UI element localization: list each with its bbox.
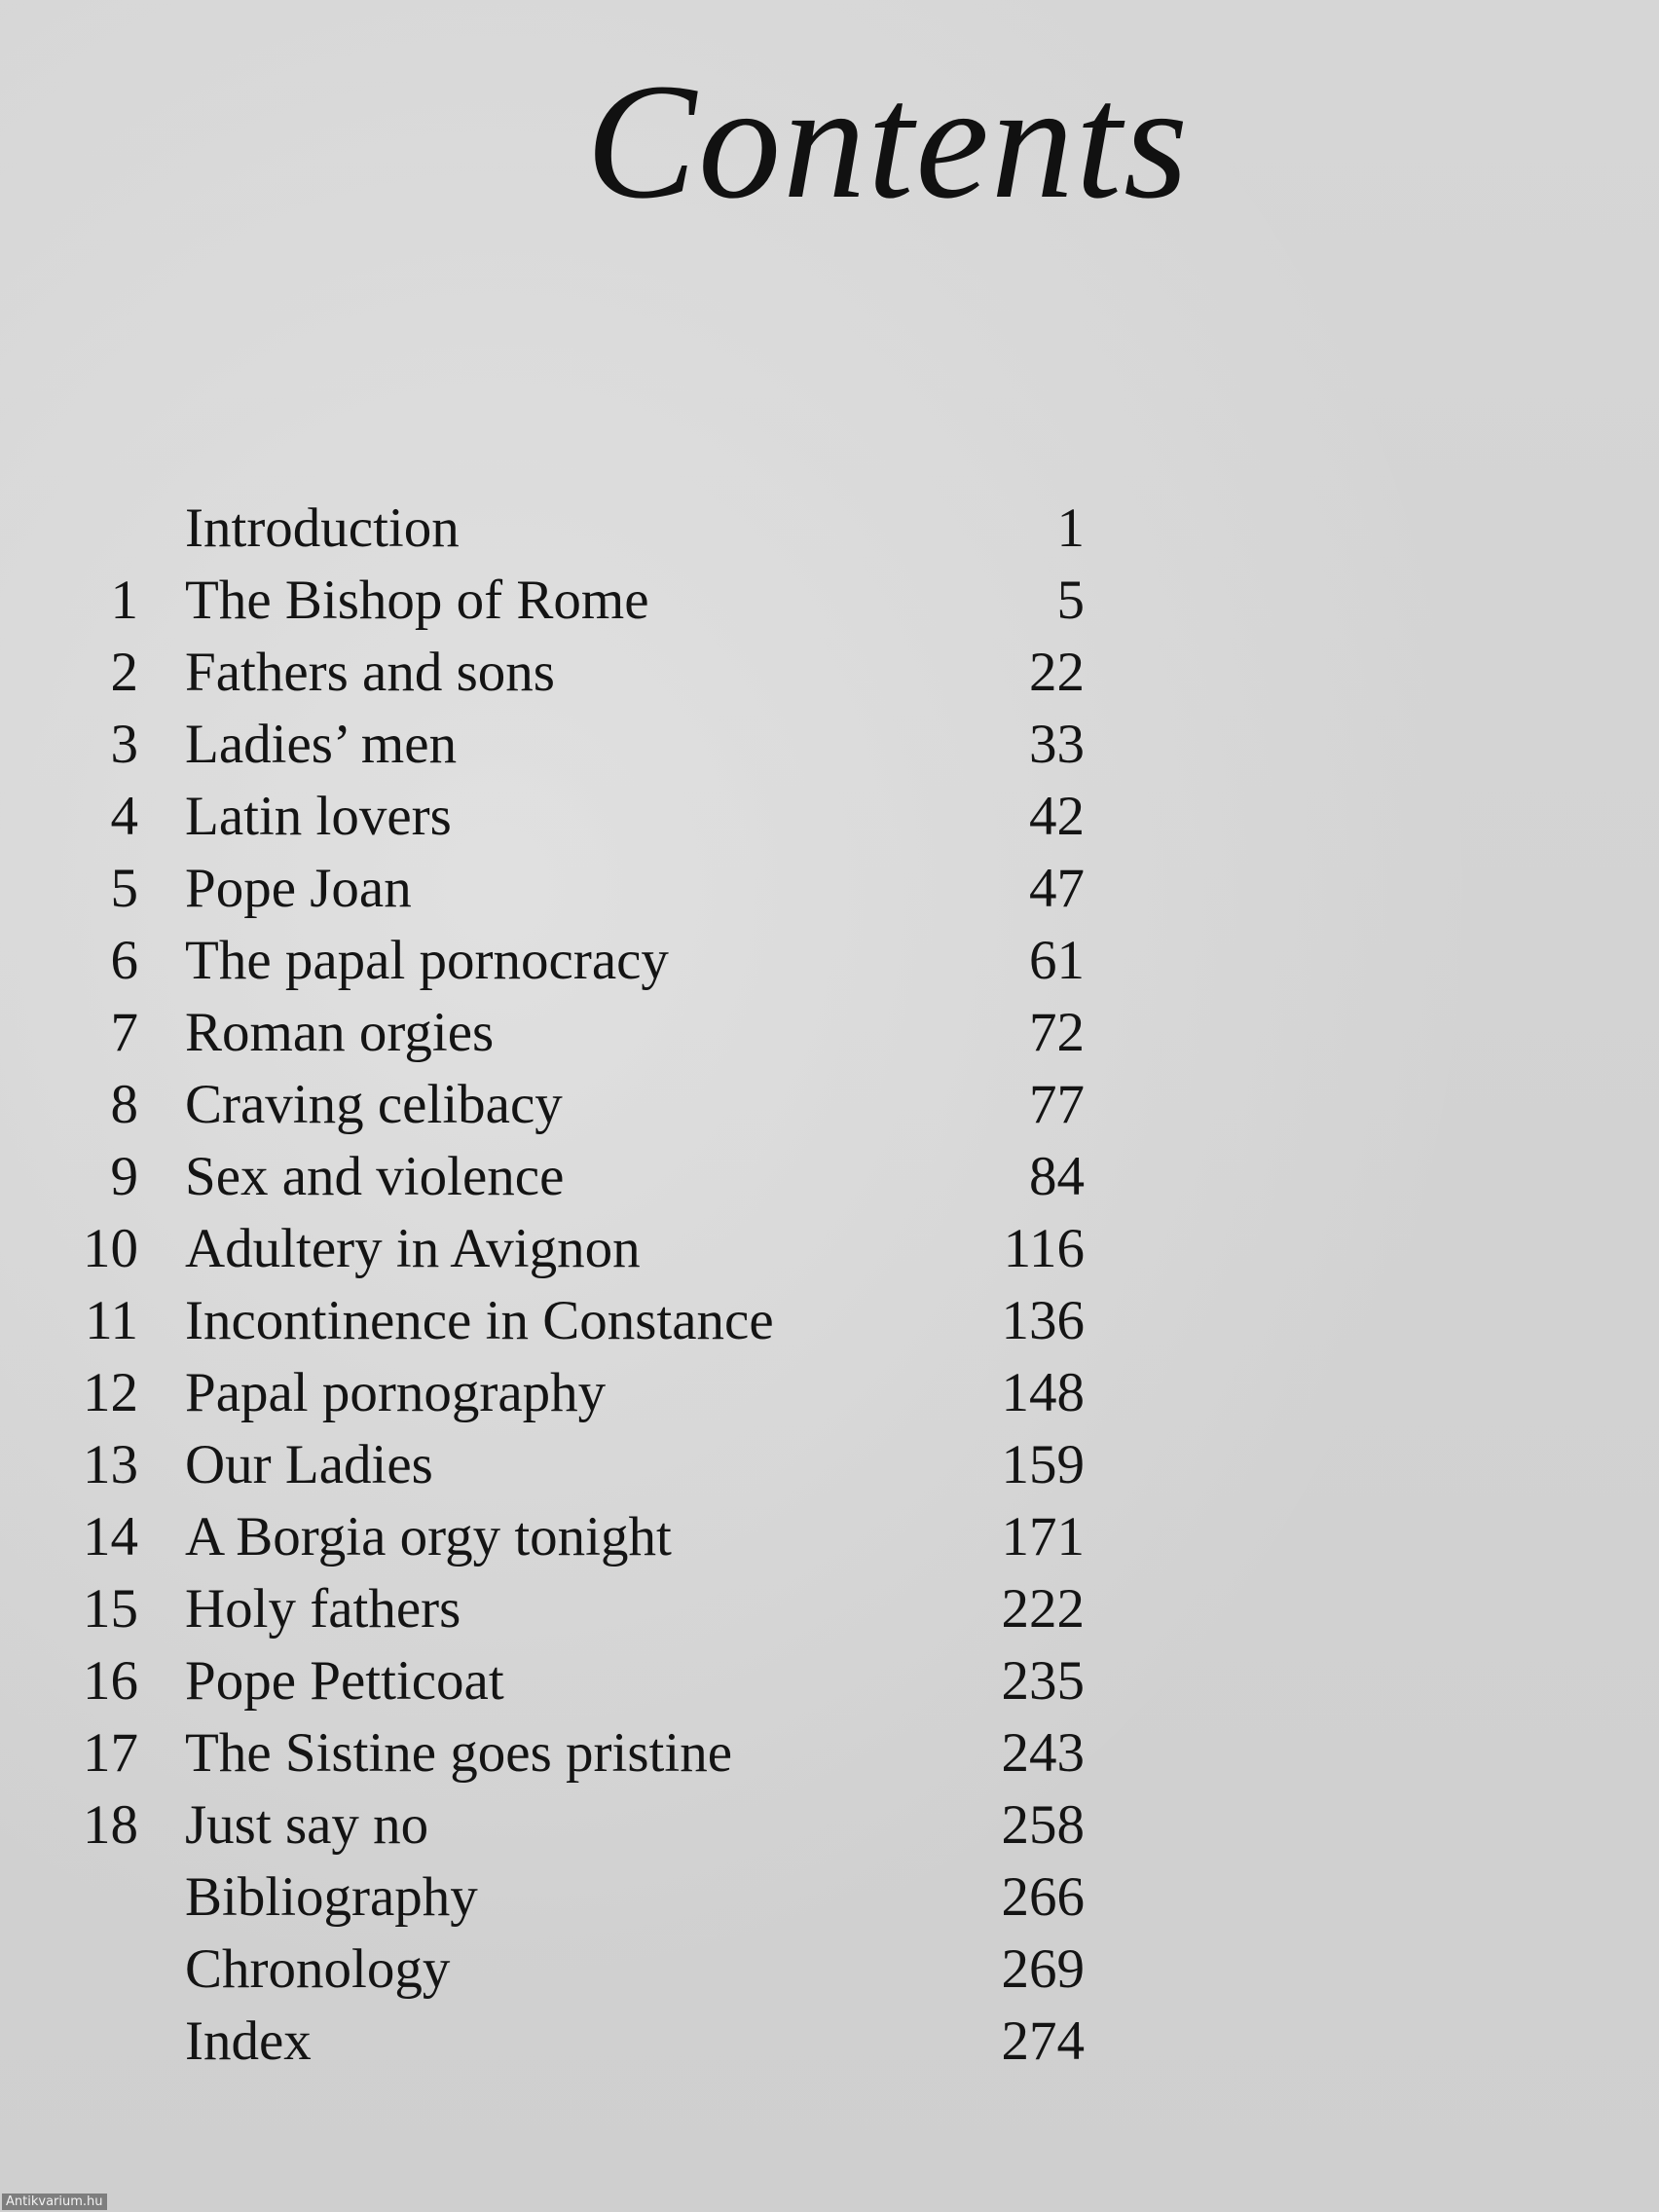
chapter-title: A Borgia orgy tonight [185, 1506, 672, 1567]
toc-entry [0, 1069, 1659, 1141]
chapter-number: 1 [110, 570, 138, 631]
toc-entry [0, 1285, 1659, 1357]
toc-entry [0, 1213, 1659, 1285]
toc-entry [0, 997, 1659, 1069]
chapter-number: 2 [110, 642, 138, 703]
watermark: Antikvarium.hu [2, 2194, 107, 2210]
page-number: 258 [1001, 1794, 1085, 1856]
toc-entry [0, 1862, 1659, 1934]
chapter-title: Just say no [185, 1794, 429, 1856]
toc-entry [0, 493, 1659, 565]
chapter-title: Sex and violence [185, 1146, 565, 1207]
page-number: 235 [1001, 1650, 1085, 1712]
toc-entry [0, 637, 1659, 709]
page-number: 243 [1001, 1722, 1085, 1784]
chapter-number: 4 [110, 786, 138, 847]
chapter-title: The Sistine goes pristine [185, 1722, 733, 1784]
chapter-title: Incontinence in Constance [185, 1290, 774, 1351]
toc-entry [0, 1934, 1659, 2006]
chapter-title: The papal pornocracy [185, 930, 669, 991]
chapter-number: 7 [110, 1002, 138, 1063]
toc-entry [0, 1645, 1659, 1717]
chapter-title: Pope Petticoat [185, 1650, 504, 1712]
chapter-title: Craving celibacy [185, 1074, 563, 1135]
page-number: 274 [1001, 2010, 1085, 2072]
toc-entry [0, 1141, 1659, 1213]
toc-entry [0, 1429, 1659, 1501]
page-number: 22 [1029, 642, 1085, 703]
chapter-number: 10 [83, 1218, 138, 1279]
chapter-title: Latin lovers [185, 786, 452, 847]
page-number: 33 [1029, 714, 1085, 775]
page-number: 269 [1001, 1938, 1085, 2000]
chapter-number: 15 [83, 1578, 138, 1640]
chapter-number: 9 [110, 1146, 138, 1207]
chapter-number: 6 [110, 930, 138, 991]
chapter-title: The Bishop of Rome [185, 570, 649, 631]
chapter-title: Chronology [185, 1938, 451, 2000]
page-number: 61 [1029, 930, 1085, 991]
chapter-title: Bibliography [185, 1866, 478, 1928]
page-number: 222 [1001, 1578, 1085, 1640]
chapter-number: 16 [83, 1650, 138, 1712]
chapter-title: Introduction [185, 498, 460, 559]
chapter-number: 14 [83, 1506, 138, 1567]
chapter-number: 12 [83, 1362, 138, 1423]
page-number: 72 [1029, 1002, 1085, 1063]
chapter-title: Adultery in Avignon [185, 1218, 641, 1279]
page-number: 266 [1001, 1866, 1085, 1928]
chapter-number: 11 [85, 1290, 138, 1351]
page-number: 1 [1056, 498, 1085, 559]
chapter-title: Pope Joan [185, 858, 412, 919]
page-number: 171 [1001, 1506, 1085, 1567]
page-title: Contents [585, 50, 1191, 233]
page-number: 5 [1056, 570, 1085, 631]
toc-entry [0, 1717, 1659, 1789]
chapter-number: 17 [83, 1722, 138, 1784]
toc-entry [0, 1789, 1659, 1862]
page-number: 116 [1003, 1218, 1085, 1279]
chapter-title: Roman orgies [185, 1002, 495, 1063]
toc-entry [0, 1573, 1659, 1645]
toc-entry [0, 709, 1659, 781]
page-number: 77 [1029, 1074, 1085, 1135]
toc-entry [0, 1501, 1659, 1573]
chapter-title: Papal pornography [185, 1362, 607, 1423]
chapter-title: Ladies’ men [185, 714, 458, 775]
toc-entry [0, 2006, 1659, 2078]
page-number: 42 [1029, 786, 1085, 847]
toc-entry [0, 565, 1659, 637]
page-number: 47 [1029, 858, 1085, 919]
chapter-number: 18 [83, 1794, 138, 1856]
chapter-number: 3 [110, 714, 138, 775]
chapter-number: 8 [110, 1074, 138, 1135]
page-number: 159 [1001, 1434, 1085, 1495]
chapter-number: 13 [83, 1434, 138, 1495]
chapter-title: Index [185, 2010, 312, 2072]
toc-entry [0, 781, 1659, 853]
chapter-title: Holy fathers [185, 1578, 461, 1640]
page-number: 84 [1029, 1146, 1085, 1207]
chapter-title: Fathers and sons [185, 642, 555, 703]
page-number: 148 [1001, 1362, 1085, 1423]
page-number: 136 [1001, 1290, 1085, 1351]
chapter-number: 5 [110, 858, 138, 919]
toc-entry [0, 925, 1659, 997]
chapter-title: Our Ladies [185, 1434, 433, 1495]
toc-entry [0, 853, 1659, 925]
toc-entry [0, 1357, 1659, 1429]
